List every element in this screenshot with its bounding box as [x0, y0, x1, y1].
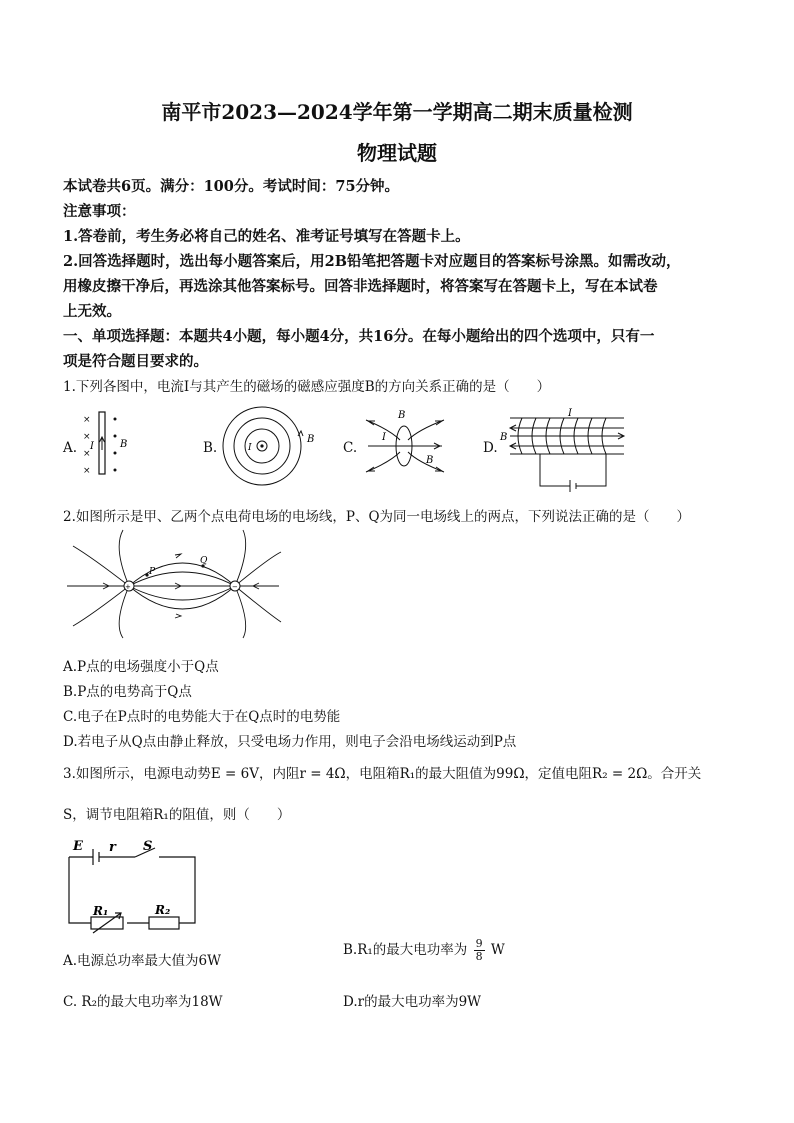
q1-label-d: D. — [483, 440, 498, 456]
q1a-current-label: I — [90, 441, 94, 452]
q1c-field-label-top: B — [398, 410, 406, 421]
svg-text:×: × — [83, 466, 91, 476]
q3-r1-label: R₁ — [93, 904, 109, 918]
q3-option-b-denominator: 8 — [475, 950, 483, 963]
q1-label-a: A. — [63, 440, 78, 456]
q1-figure-c — [360, 408, 450, 483]
q1d-current-label: I — [568, 408, 572, 419]
q3-option-a: A.电源总功率最大值为6W — [63, 953, 222, 969]
q2-electric-field-figure — [63, 528, 283, 638]
q1b-current-label: I — [248, 443, 252, 453]
notice-title: 注意事项： — [63, 203, 136, 220]
q3-option-b-numerator: 9 — [475, 937, 483, 950]
q1-figure-d — [500, 406, 630, 496]
notice-1: 1.答卷前，考生务必将自己的姓名、准考证号填写在答题卡上。 — [63, 228, 470, 245]
q3-stem-line2: S，调节电阻箱R₁的阻值，则（ ） — [63, 807, 291, 823]
q2-option-a: A.P点的电场强度小于Q点 — [63, 659, 219, 675]
q2-point-p-label: P — [149, 567, 156, 577]
q3-switch-label: S — [143, 839, 153, 854]
q3-option-c: C. R₂的最大电功率为18W — [63, 994, 223, 1010]
svg-text:+: + — [125, 583, 131, 591]
notice-2b: 用橡皮擦干净后，再选涂其他答案标号。回答非选择题时，将答案写在答题卡上，写在本试卷 — [63, 278, 658, 295]
q2-option-c: C.电子在P点时的电势能大于在Q点时的电势能 — [63, 709, 341, 725]
notice-2c: 上无效。 — [63, 303, 121, 320]
q1c-current-label: I — [382, 432, 386, 443]
q1a-field-label: B — [120, 439, 128, 450]
page-title: 南平市2023—2024学年第一学期高二期末质量检测 — [161, 100, 633, 124]
q3-emf-label: E — [73, 839, 83, 854]
q1-figure-a — [80, 408, 140, 478]
svg-text:−: − — [232, 583, 238, 591]
q1d-field-label: B — [500, 432, 508, 443]
section1-line1: 一、单项选择题：本题共4小题，每小题4分，共16分。在每小题给出的四个选项中，只有一 — [63, 328, 655, 345]
q3-option-b-unit: W — [490, 942, 505, 958]
exam-info: 本试卷共6页。满分：100分。考试时间：75分钟。 — [63, 178, 400, 195]
q1-figure-b — [220, 404, 320, 486]
q3-option-d: D.r的最大电功率为9W — [343, 994, 482, 1010]
q3-stem-line1: 3.如图所示，电源电动势E = 6V，内阻r = 4Ω，电阻箱R₁的最大阻值为99Ω，定值电阻R₂ = 2Ω。合开关 — [63, 766, 702, 782]
notice-2a: 2.回答选择题时，选出每小题答案后，用2B铅笔把答题卡对应题目的答案标号涂黑。如需改动， — [63, 253, 681, 270]
q3-option-b-fraction — [474, 938, 485, 963]
q3-option-b-text: B.R₁的最大电功率为 — [343, 942, 468, 958]
q1c-field-label: B — [426, 455, 434, 466]
q1-label-c: C. — [343, 440, 358, 456]
q2-point-q-label: Q — [200, 556, 208, 566]
svg-text:×: × — [83, 415, 91, 425]
q3-circuit-figure — [63, 835, 203, 930]
q3-internal-r-label: r — [109, 840, 116, 855]
section1-line2: 项是符合题目要求的。 — [63, 353, 208, 370]
q1b-field-label: B — [307, 434, 315, 445]
q1-stem: 1.下列各图中，电流I与其产生的磁场的磁感应强度B的方向关系正确的是（ ） — [63, 379, 551, 395]
q2-option-b: B.P点的电势高于Q点 — [63, 684, 192, 700]
q3-r2-label: R₂ — [155, 903, 171, 917]
q2-option-d: D.若电子从Q点由静止释放，只受电场力作用，则电子会沿电场线运动到P点 — [63, 734, 517, 750]
q1-label-b: B. — [203, 440, 218, 456]
svg-text:×: × — [83, 449, 91, 459]
svg-text:×: × — [83, 432, 91, 442]
q2-stem: 2.如图所示是甲、乙两个点电荷电场的电场线，P、Q为同一电场线上的两点，下列说法正确的是（ ） — [63, 509, 691, 525]
page-subtitle: 物理试题 — [357, 141, 437, 165]
q3-option-b — [343, 938, 505, 963]
